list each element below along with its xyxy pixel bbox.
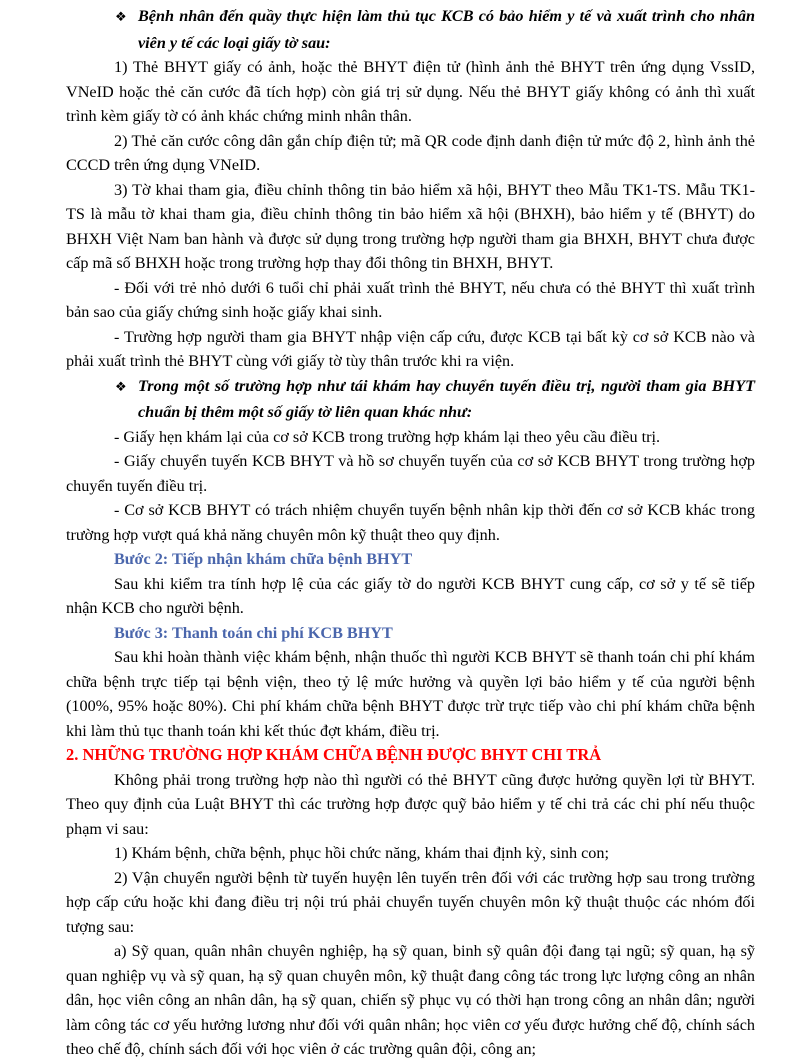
paragraph-item-2a: a) Sỹ quan, quân nhân chuyên nghiệp, hạ sỹ quan, binh sỹ quân đội đang tại ngũ; sỹ quan, hạ sỹ quan nghiệp vụ và sỹ quan, hạ sỹ quan chuyên môn, kỹ thuật đang công tác trong lực lượng công an nhân dân, học viên công an nhân dân, hạ sỹ quan, chiến sỹ phục vụ có thời hạn trong công an nhân dân; người làm công tác cơ yếu hưởng lương như đối với quân nhân; học viên cơ yếu được hưởng chế độ, chính sách theo chế độ, chính sách đối với học viên ở các trường quân đội, công an; [66, 942, 755, 1058]
paragraph-section-2-intro: Không phải trong trường hợp nào thì người có thẻ BHYT cũng được hưởng quyền lợi từ BHYT. Theo quy định của Luật BHYT thì các trường hợp được quỹ bảo hiểm y tế chi trả các chi phí nếu thuộc phạm vi sau: [66, 770, 755, 838]
section-2-heading: 2. NHỮNG TRƯỜNG HỢP KHÁM CHỮA BỆNH ĐƯỢC BHYT CHI TRẢ [66, 745, 602, 764]
step-2-heading: Bước 2: Tiếp nhận khám chữa bệnh BHYT [114, 550, 413, 568]
bullet-text: Bệnh nhân đến quầy thực hiện làm thủ tục KCB có bảo hiểm y tế và xuất trình cho nhân viên y tế các loại giấy tờ sau: [138, 7, 755, 52]
paragraph-step-3: Sau khi hoàn thành việc khám bệnh, nhận thuốc thì người KCB BHYT sẽ thanh toán chi phí khám chữa bệnh trực tiếp tại bệnh viện, theo tỷ lệ mức hưởng và quyền lợi bảo hiểm y tế của người bệnh (100%, 95% hoặc 80%). Chi phí khám chữa bệnh BHYT được trừ trực tiếp vào chi phí khám chữa bệnh khi làm thủ tục thanh toán khi kết thúc đợt khám, điều trị. [66, 648, 755, 740]
bullet-item-follow-up-documents [66, 374, 755, 425]
paragraph-bhyt-card: 1) Thẻ BHYT giấy có ảnh, hoặc thẻ BHYT điện tử (hình ảnh thẻ BHYT trên ứng dụng VssID, VNeID hoặc thẻ căn cước đã tích hợp) còn giá trị sử dụng. Nếu thẻ BHYT giấy không có ảnh thì xuất trình kèm giấy tờ có ảnh khác chứng minh nhân thân. [66, 58, 755, 125]
paragraph-item-2: 2) Vận chuyển người bệnh từ tuyến huyện lên tuyến trên đối với các trường hợp sau trong trường hợp cấp cứu hoặc khi đang điều trị nội trú phải chuyển tuyến chuyên môn kỹ thuật thuộc các nhóm đối tượng sau: [66, 868, 755, 936]
paragraph-item-1: 1) Khám bệnh, chữa bệnh, phục hồi chức năng, khám thai định kỳ, sinh con; [114, 844, 609, 862]
paragraph-transfer-paper: - Giấy chuyển tuyến KCB BHYT và hồ sơ chuyển tuyến của cơ sở KCB BHYT trong trường hợp chuyển tuyến điều trị. [66, 452, 755, 495]
paragraph-tk1-ts-form: 3) Tờ khai tham gia, điều chỉnh thông tin bảo hiểm xã hội, BHYT theo Mẫu TK1-TS. Mẫu TK1-TS là mẫu tờ khai tham gia, điều chỉnh thông tin bảo hiểm xã hội (BHXH), bảo hiểm y tế (BHYT) do BHXH Việt Nam ban hành và được sử dụng trong trường hợp người tham gia BHXH, BHYT chưa được cấp mã số BHXH hoặc trong trường hợp thay đổi thông tin BHXH, BHYT. [66, 180, 755, 272]
paragraph-facility-responsibility: - Cơ sở KCB BHYT có trách nhiệm chuyển tuyến bệnh nhân kịp thời đến cơ sở KCB khác trong trường hợp vượt quá khả năng chuyên môn kỹ thuật theo quy định. [66, 501, 755, 544]
paragraph-step-2: Sau khi kiểm tra tính hợp lệ của các giấy tờ do người KCB BHYT cung cấp, cơ sở y tế sẽ tiếp nhận KCB cho người bệnh. [66, 574, 755, 617]
paragraph-citizen-id: 2) Thẻ căn cước công dân gắn chíp điện tử; mã QR code định danh điện tử mức độ 2, hình ảnh thẻ CCCD trên ứng dụng VNeID. [66, 131, 755, 174]
bullet-text: Trong một số trường hợp như tái khám hay chuyển tuyến điều trị, người tham gia BHYT chuẩn bị thêm một số giấy tờ liên quan khác như: [138, 376, 755, 421]
diamond-bullet-icon: ❖ [115, 379, 127, 395]
paragraph-children-under-6: - Đối với trẻ nhỏ dưới 6 tuổi chỉ phải xuất trình thẻ BHYT, nếu chưa có thẻ BHYT thì xuất trình bản sao của giấy chứng sinh hoặc giấy khai sinh. [66, 278, 755, 321]
diamond-bullet-icon: ❖ [115, 10, 127, 25]
paragraph-emergency: - Trường hợp người tham gia BHYT nhập viện cấp cứu, được KCB tại bất kỳ cơ sở KCB nào và phải xuất trình thẻ BHYT cùng với giấy tờ tùy thân trước khi ra viện. [66, 327, 755, 370]
step-3-heading: Bước 3: Thanh toán chi phí KCB BHYT [114, 623, 393, 642]
bullet-item-required-documents [66, 4, 755, 55]
paragraph-reexam-appointment: - Giấy hẹn khám lại của cơ sở KCB trong trường hợp khám lại theo yêu cầu điều trị. [114, 427, 661, 446]
